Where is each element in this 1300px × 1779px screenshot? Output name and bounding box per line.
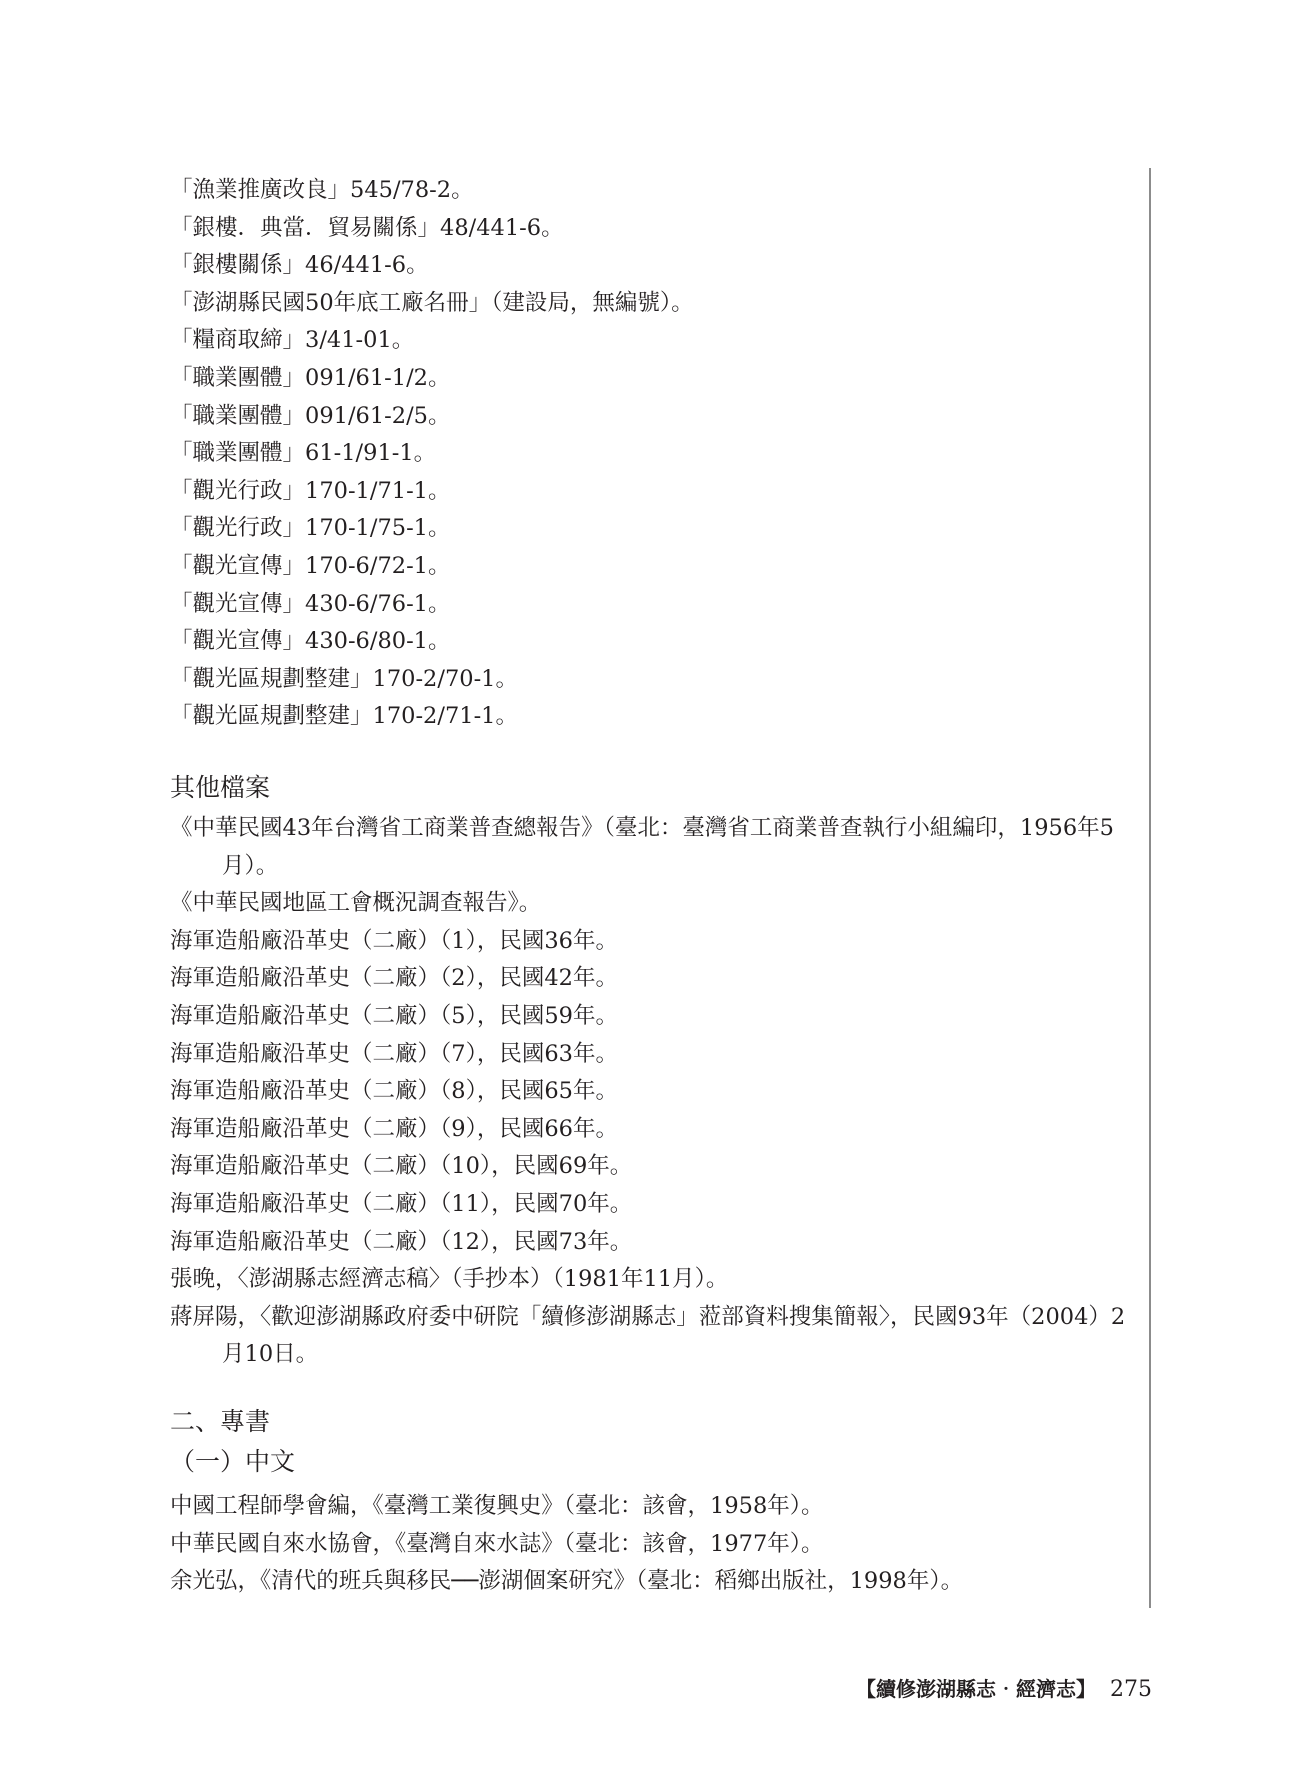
archive-entry: 「觀光行政」170-1/75-1。 <box>170 515 451 542</box>
archive-list <box>170 172 1130 736</box>
monographs-list <box>170 1488 1130 1601</box>
section-heading-monographs: 二、專書 <box>170 1407 271 1436</box>
bibliography-entry: 余光弘，《清代的班兵與移民──澎湖個案研究》（臺北：稻鄉出版社，1998年）。 <box>170 1568 964 1595</box>
other-files-list <box>170 810 1130 1374</box>
bibliography-entry: 蔣屏陽，〈歡迎澎湖縣政府委中研院「續修澎湖縣志」蒞部資料搜集簡報〉，民國93年（2004）2月10日。 <box>170 1303 1126 1368</box>
bibliography-entry: 海軍造船廠沿革史（二廠）（10），民國69年。 <box>170 1153 633 1180</box>
page-number: 275 <box>1110 1677 1152 1702</box>
section-heading-other-files: 其他檔案 <box>170 773 271 802</box>
archive-entry: 「澎湖縣民國50年底工廠名冊」（建設局，無編號）。 <box>170 289 694 316</box>
bibliography-entry: 海軍造船廠沿革史（二廠）（11），民國70年。 <box>170 1190 633 1217</box>
archive-entry: 「觀光區規劃整建」170-2/71-1。 <box>170 703 518 730</box>
archive-entry: 「觀光宣傳」430-6/80-1。 <box>170 628 451 655</box>
bibliography-entry: 海軍造船廠沿革史（二廠）（8），民國65年。 <box>170 1078 618 1105</box>
archive-entry: 「職業團體」091/61-2/5。 <box>170 402 451 429</box>
bibliography-entry: 中國工程師學會編，《臺灣工業復興史》（臺北：該會，1958年）。 <box>170 1493 824 1519</box>
bibliography-entry: 《中華民國43年台灣省工商業普查總報告》（臺北：臺灣省工商業普查執行小組編印，1956年5月）。 <box>170 815 1114 879</box>
archive-entry: 「漁業推廣改良」545/78-2。 <box>170 177 474 203</box>
bibliography-entry: 海軍造船廠沿革史（二廠）（9），民國66年。 <box>170 1115 618 1142</box>
archive-entry: 「職業團體」61-1/91-1。 <box>170 440 437 467</box>
bibliography-entry: 海軍造船廠沿革史（二廠）（7），民國63年。 <box>170 1040 618 1067</box>
bibliography-entry: 中華民國自來水協會，《臺灣自來水誌》（臺北：該會，1977年）。 <box>170 1530 824 1557</box>
archive-entry: 「銀樓關係」46/441-6。 <box>170 252 429 279</box>
bibliography-entry: 海軍造船廠沿革史（二廠）（5），民國59年。 <box>170 1002 618 1029</box>
bibliography-entry: 《中華民國地區工會概況調查報告》。 <box>170 890 542 917</box>
footer-book-title: 【續修澎湖縣志‧經濟志】 <box>856 1677 1096 1701</box>
archive-entry: 「觀光區規劃整建」170-2/70-1。 <box>170 665 518 692</box>
archive-entry: 「糧商取締」3/41-01。 <box>170 327 415 354</box>
bibliography-entry: 海軍造船廠沿革史（二廠）（12），民國73年。 <box>170 1228 633 1255</box>
archive-entry: 「銀樓．典當．貿易關係」48/441-6。 <box>170 214 564 241</box>
subsection-heading-chinese: （一）中文 <box>170 1447 296 1476</box>
archive-entry: 「觀光宣傳」170-6/72-1。 <box>170 552 451 579</box>
margin-rule <box>1149 168 1151 1608</box>
bibliography-entry: 張晚，〈澎湖縣志經濟志稿〉（手抄本）（1981年11月）。 <box>170 1266 729 1293</box>
archive-entry: 「觀光宣傳」430-6/76-1。 <box>170 590 451 617</box>
bibliography-entry: 海軍造船廠沿革史（二廠）（2），民國42年。 <box>170 965 618 992</box>
archive-entry: 「觀光行政」170-1/71-1。 <box>170 477 451 504</box>
archive-entry: 「職業團體」091/61-1/2。 <box>170 364 451 391</box>
bibliography-entry: 海軍造船廠沿革史（二廠）（1），民國36年。 <box>170 927 618 954</box>
page-footer <box>856 1674 1152 1705</box>
